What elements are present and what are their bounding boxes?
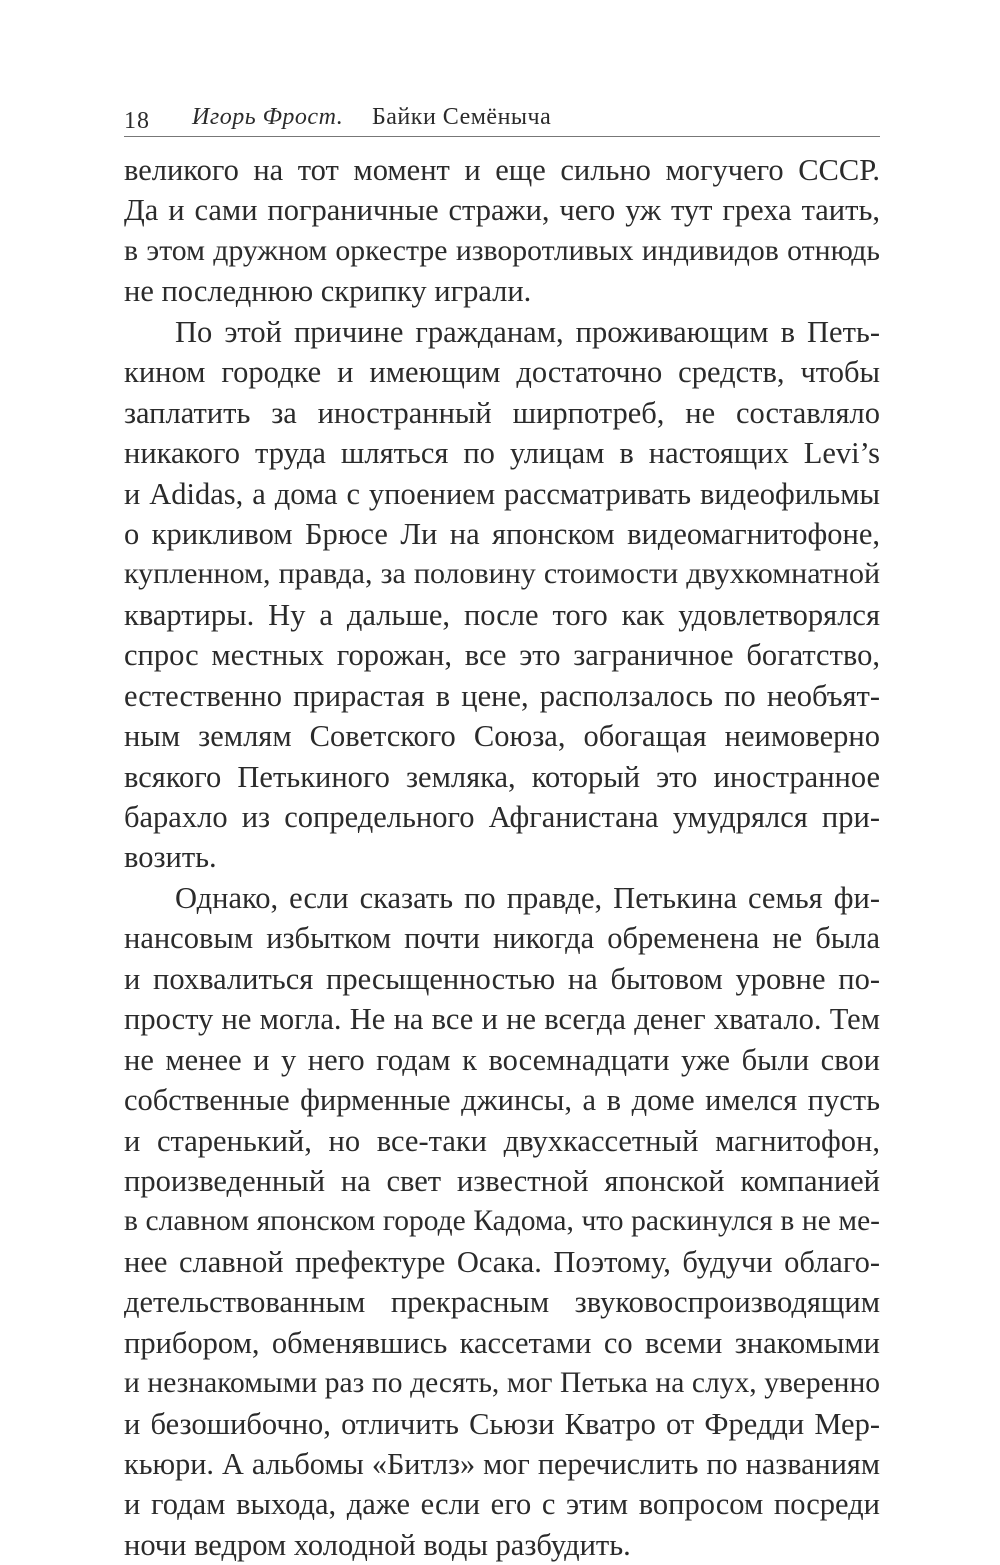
text-line: собственные фирменные джинсы, а в доме имелся пусть xyxy=(124,1083,880,1118)
text-line: произведенный на свет известной японской компанией xyxy=(124,1163,880,1198)
text-line: возить. xyxy=(124,840,217,875)
text-line: в этом дружном оркестре изворотливых индивидов отнюдь xyxy=(124,233,880,267)
text-line: и годам выхода, даже если его с этим вопросом посреди xyxy=(124,1487,880,1522)
text-line: ным землям Советского Союза, обогащая неимоверно xyxy=(124,719,880,754)
text-line: купленном, правда, за половину стоимости двухкомнатной xyxy=(124,557,880,591)
text-line: барахло из сопредельного Афганистана умудрялся при- xyxy=(124,800,880,834)
text-line: нансовым избытком почти никогда обременена не была xyxy=(124,921,880,956)
text-line: не последнюю скрипку играли. xyxy=(124,274,532,309)
text-line: никакого труда шляться по улицам в настоящих Levi’s xyxy=(124,436,880,471)
text-line: ночи ведром холодной воды разбудить. xyxy=(124,1527,631,1562)
text-line: и безошибочно, отличить Сьюзи Кватро от Фредди Мер- xyxy=(124,1406,880,1441)
running-head-title: Байки Семёныча xyxy=(372,104,552,130)
text-line: всякого Петькиного земляка, который это иностранное xyxy=(124,759,880,794)
text-line: и похвалиться пресыщенностью на бытовом уровне по- xyxy=(124,961,880,996)
text-line: естественно прирастая в цене, расползалось по необъят- xyxy=(124,678,880,713)
text-line: прибором, обменявшись кассетами со всеми знакомыми xyxy=(124,1325,880,1360)
text-line: и незнакомыми раз по десять, мог Петька на слух, уверенно xyxy=(124,1367,880,1400)
text-line: в славном японском городе Кадома, что раскинулся в не ме- xyxy=(124,1205,880,1238)
running-head-author: Игорь Фрост. xyxy=(192,104,344,130)
text-line: По этой причине гражданам, проживающим в Петь- xyxy=(175,314,880,349)
text-line: кином городке и имеющим достаточно средств, чтобы xyxy=(124,355,880,390)
page-number: 18 xyxy=(124,108,150,134)
text-line: просту не могла. Не на все и не всегда денег хватало. Тем xyxy=(124,1002,880,1037)
text-line: и старенький, но все-таки двухкассетный магнитофон, xyxy=(124,1123,880,1158)
text-line: великого на тот момент и еще сильно могучего СССР. xyxy=(124,153,880,187)
text-line: о крикливом Брюсе Ли на японском видеомагнитофоне, xyxy=(124,516,880,551)
body-text xyxy=(124,150,880,1565)
text-line: не менее и у него годам к восемнадцати уже были свои xyxy=(124,1042,880,1077)
running-head xyxy=(124,100,880,137)
text-line: кьюри. А альбомы «Битлз» мог перечислить по названиям xyxy=(124,1447,880,1481)
text-line: детельствованным прекрасным звуковоспроизводящим xyxy=(124,1285,880,1320)
text-line: и Adidas, а дома с упоением рассматривать видеофильмы xyxy=(124,476,880,511)
text-line: квартиры. Ну а дальше, после того как удовлетворялся xyxy=(124,597,880,632)
text-line: Однако, если сказать по правде, Петькина семья фи- xyxy=(175,880,880,915)
text-line: Да и сами пограничные стражи, чего уж тут греха таить, xyxy=(124,193,880,228)
text-line: заплатить за иностранный ширпотреб, не составляло xyxy=(124,395,880,430)
text-line: спрос местных горожан, все это заграничное богатство, xyxy=(124,638,880,673)
text-line: нее славной префектуре Осака. Поэтому, будучи облаго- xyxy=(124,1244,880,1279)
